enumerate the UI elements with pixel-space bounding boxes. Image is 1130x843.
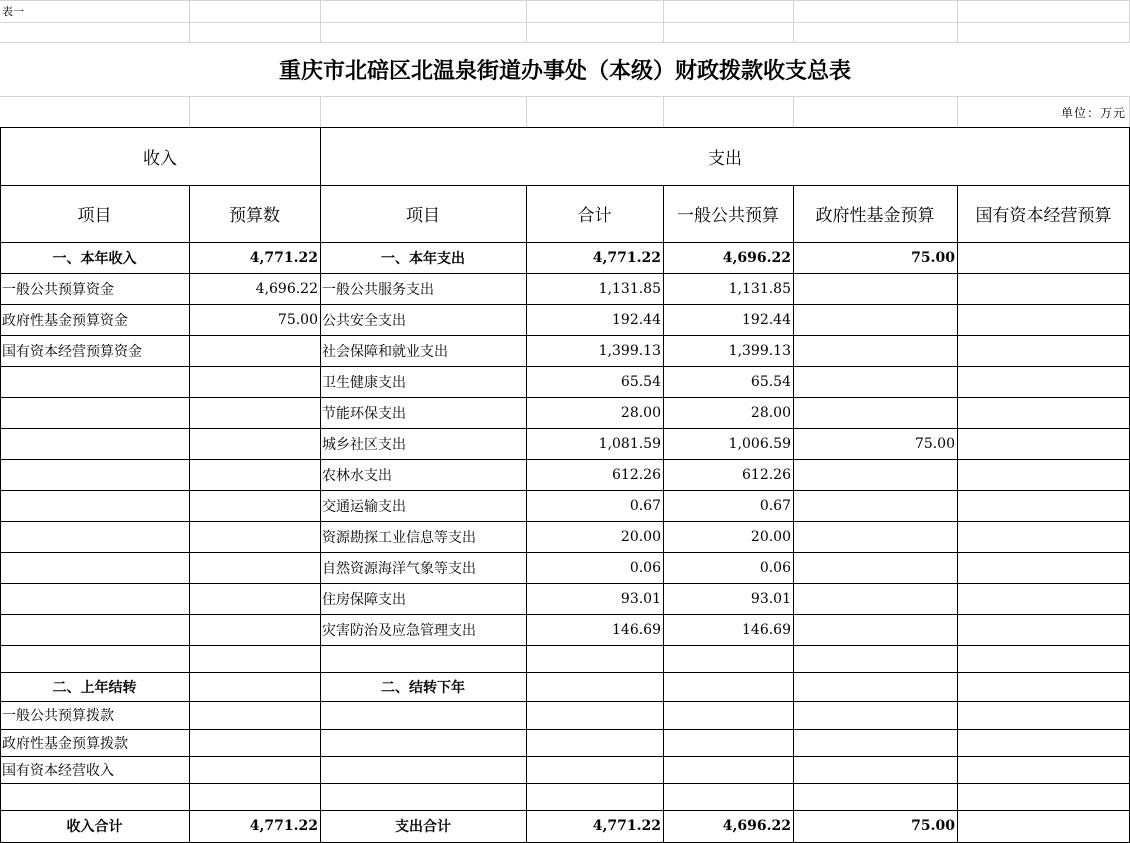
expense-item: 卫生健康支出 [322,374,406,391]
fund-value [793,273,957,304]
income-value [189,756,320,783]
general-value: 0.67 [759,497,791,514]
expense-item [320,645,526,672]
total-header: 合计 [577,206,612,226]
income-item [0,490,189,521]
income-value [189,428,320,459]
fund-value [793,756,957,783]
income-item [0,783,189,810]
income-value [189,335,320,366]
grid-line [320,22,321,42]
general-value: 20.00 [750,528,791,545]
income-item: 一、本年收入 [52,250,137,267]
total-value: 4,771.22 [592,818,661,834]
income-value [189,490,320,521]
fund-value [793,701,957,729]
general-value: 4,696.22 [722,818,791,834]
total-value: 146.69 [612,621,661,638]
grid-line [957,0,958,22]
general-value [663,672,793,701]
income-item: 政府性基金预算拨款 [2,735,128,752]
income-value [189,397,320,428]
expense-item: 公共安全支出 [322,312,406,329]
expense-item: 城乡社区支出 [322,436,406,453]
state-capital-value [957,552,1130,583]
total-value [526,729,663,756]
income-value [189,366,320,397]
fund-value [793,614,957,645]
unit-label: 单位：万元 [1060,105,1126,120]
income-value [189,614,320,645]
grid-line [189,22,190,42]
fund-value [793,783,957,810]
general-value: 65.54 [750,373,791,390]
state-capital-value [957,490,1130,521]
income-value [189,459,320,490]
grid-line [526,0,527,22]
general-value: 1,131.85 [728,280,791,297]
grid-line [663,0,664,22]
total-value: 1,081.59 [598,435,661,452]
state-capital-value [957,783,1130,810]
general-value [663,645,793,672]
grid-line [793,0,794,22]
state-capital-value [957,701,1130,729]
general-value: 146.69 [742,621,791,638]
fund-value [793,397,957,428]
total-value: 4,771.22 [592,249,661,266]
expense-header: 支出 [708,148,742,169]
fund-value [793,459,957,490]
income-item: 政府性基金预算资金 [2,312,128,329]
sheet-label: 表一 [2,5,24,18]
income-value: 4,771.22 [249,818,318,834]
state-capital-value [957,583,1130,614]
income-item: 一般公共预算拨款 [2,708,114,724]
income-value [189,583,320,614]
income-item: 二、上年结转 [52,679,137,696]
income-value [189,552,320,583]
income-header: 收入 [143,148,177,169]
general-value: 28.00 [750,404,791,421]
grid-line [663,96,664,127]
state-capital-header: 国有资本经营预算 [975,206,1112,226]
state-capital-value [957,645,1130,672]
total-value [526,701,663,729]
grid-line [957,22,958,42]
grid-line [320,0,321,22]
income-item: 国有资本经营收入 [2,762,114,779]
state-capital-value [957,273,1130,304]
grid-line [526,22,527,42]
grid-line [0,22,1130,23]
total-value: 28.00 [620,404,661,421]
fund-value: 75.00 [911,249,955,266]
total-value: 20.00 [620,528,661,545]
expense-item: 农林水支出 [322,467,392,484]
total-value: 93.01 [620,590,661,607]
income-value [189,701,320,729]
total-value: 192.44 [612,311,661,328]
income-item [0,552,189,583]
expense-item: 灾害防治及应急管理支出 [322,622,476,639]
income-value [189,672,320,701]
income-item: 一般公共预算资金 [2,281,114,298]
income-value: 75.00 [277,311,318,328]
expense-item: 自然资源海洋气象等支出 [322,560,476,577]
total-value: 65.54 [620,373,661,390]
fund-value [793,645,957,672]
state-capital-value [957,614,1130,645]
state-capital-value [957,428,1130,459]
expense-item [320,729,526,756]
state-capital-value [957,242,1130,273]
income-budget-header: 预算数 [229,206,280,226]
table-title: 重庆市北碚区北温泉街道办事处（本级）财政拨款收支总表 [278,58,851,84]
general-value: 93.01 [750,590,791,607]
income-item [0,521,189,552]
grid-line [189,96,190,127]
general-value: 612.26 [742,466,791,483]
income-value [189,521,320,552]
expense-item [320,756,526,783]
state-capital-value [957,521,1130,552]
state-capital-value [957,459,1130,490]
fund-value [793,304,957,335]
income-value [189,645,320,672]
state-capital-value [957,335,1130,366]
income-item [0,366,189,397]
income-value: 4,771.22 [249,249,318,266]
state-capital-value [957,729,1130,756]
expense-item: 节能环保支出 [322,405,406,422]
income-item [0,614,189,645]
grid-line [526,96,527,127]
general-value: 0.06 [759,559,791,576]
income-value [189,783,320,810]
general-value [663,783,793,810]
state-capital-value [957,366,1130,397]
total-value: 1,131.85 [598,280,661,297]
fund-value [793,552,957,583]
income-item [0,645,189,672]
expense-item-header: 项目 [406,206,440,226]
grid-line [189,0,190,22]
fund-value [793,729,957,756]
fund-value [793,672,957,701]
state-capital-value [957,304,1130,335]
total-value [526,783,663,810]
income-item [0,397,189,428]
grid-line [320,96,321,127]
fund-value [793,490,957,521]
expense-item: 住房保障支出 [322,591,406,608]
total-value [526,672,663,701]
total-value [526,645,663,672]
state-capital-value [957,756,1130,783]
state-capital-value [957,397,1130,428]
fund-value [793,583,957,614]
expense-item: 一、本年支出 [381,250,465,267]
general-value: 192.44 [742,311,791,328]
expense-item [320,701,526,729]
fund-value [793,366,957,397]
total-value: 0.06 [629,559,661,576]
income-item [0,583,189,614]
general-value: 1,399.13 [728,342,791,359]
income-value [189,729,320,756]
state-capital-value [957,810,1130,842]
total-value: 1,399.13 [598,342,661,359]
grid-line [793,22,794,42]
grid-line [663,22,664,42]
general-value: 4,696.22 [722,249,791,266]
expense-item: 资源勘探工业信息等支出 [322,529,476,546]
fund-value [793,521,957,552]
general-value [663,701,793,729]
general-budget-header: 一般公共预算 [677,206,779,226]
income-value: 4,696.22 [255,280,318,297]
general-value [663,756,793,783]
expense-item: 支出合计 [395,819,451,835]
expense-item: 二、结转下年 [381,679,465,696]
income-item: 国有资本经营预算资金 [2,343,142,360]
fund-value: 75.00 [914,435,955,452]
expense-item: 一般公共服务支出 [322,281,434,298]
fund-budget-header: 政府性基金预算 [815,206,935,226]
total-value: 612.26 [612,466,661,483]
fund-value [793,335,957,366]
expense-item: 社会保障和就业支出 [322,343,448,360]
total-value [526,756,663,783]
income-item-header: 项目 [77,206,112,226]
expense-item: 交通运输支出 [322,498,406,515]
income-item [0,459,189,490]
income-item: 收入合计 [66,819,123,835]
grid-line [793,96,794,127]
general-value: 1,006.59 [728,435,791,452]
expense-item [320,783,526,810]
general-value [663,729,793,756]
fund-value: 75.00 [911,818,955,834]
total-value: 0.67 [629,497,661,514]
state-capital-value [957,672,1130,701]
income-item [0,428,189,459]
